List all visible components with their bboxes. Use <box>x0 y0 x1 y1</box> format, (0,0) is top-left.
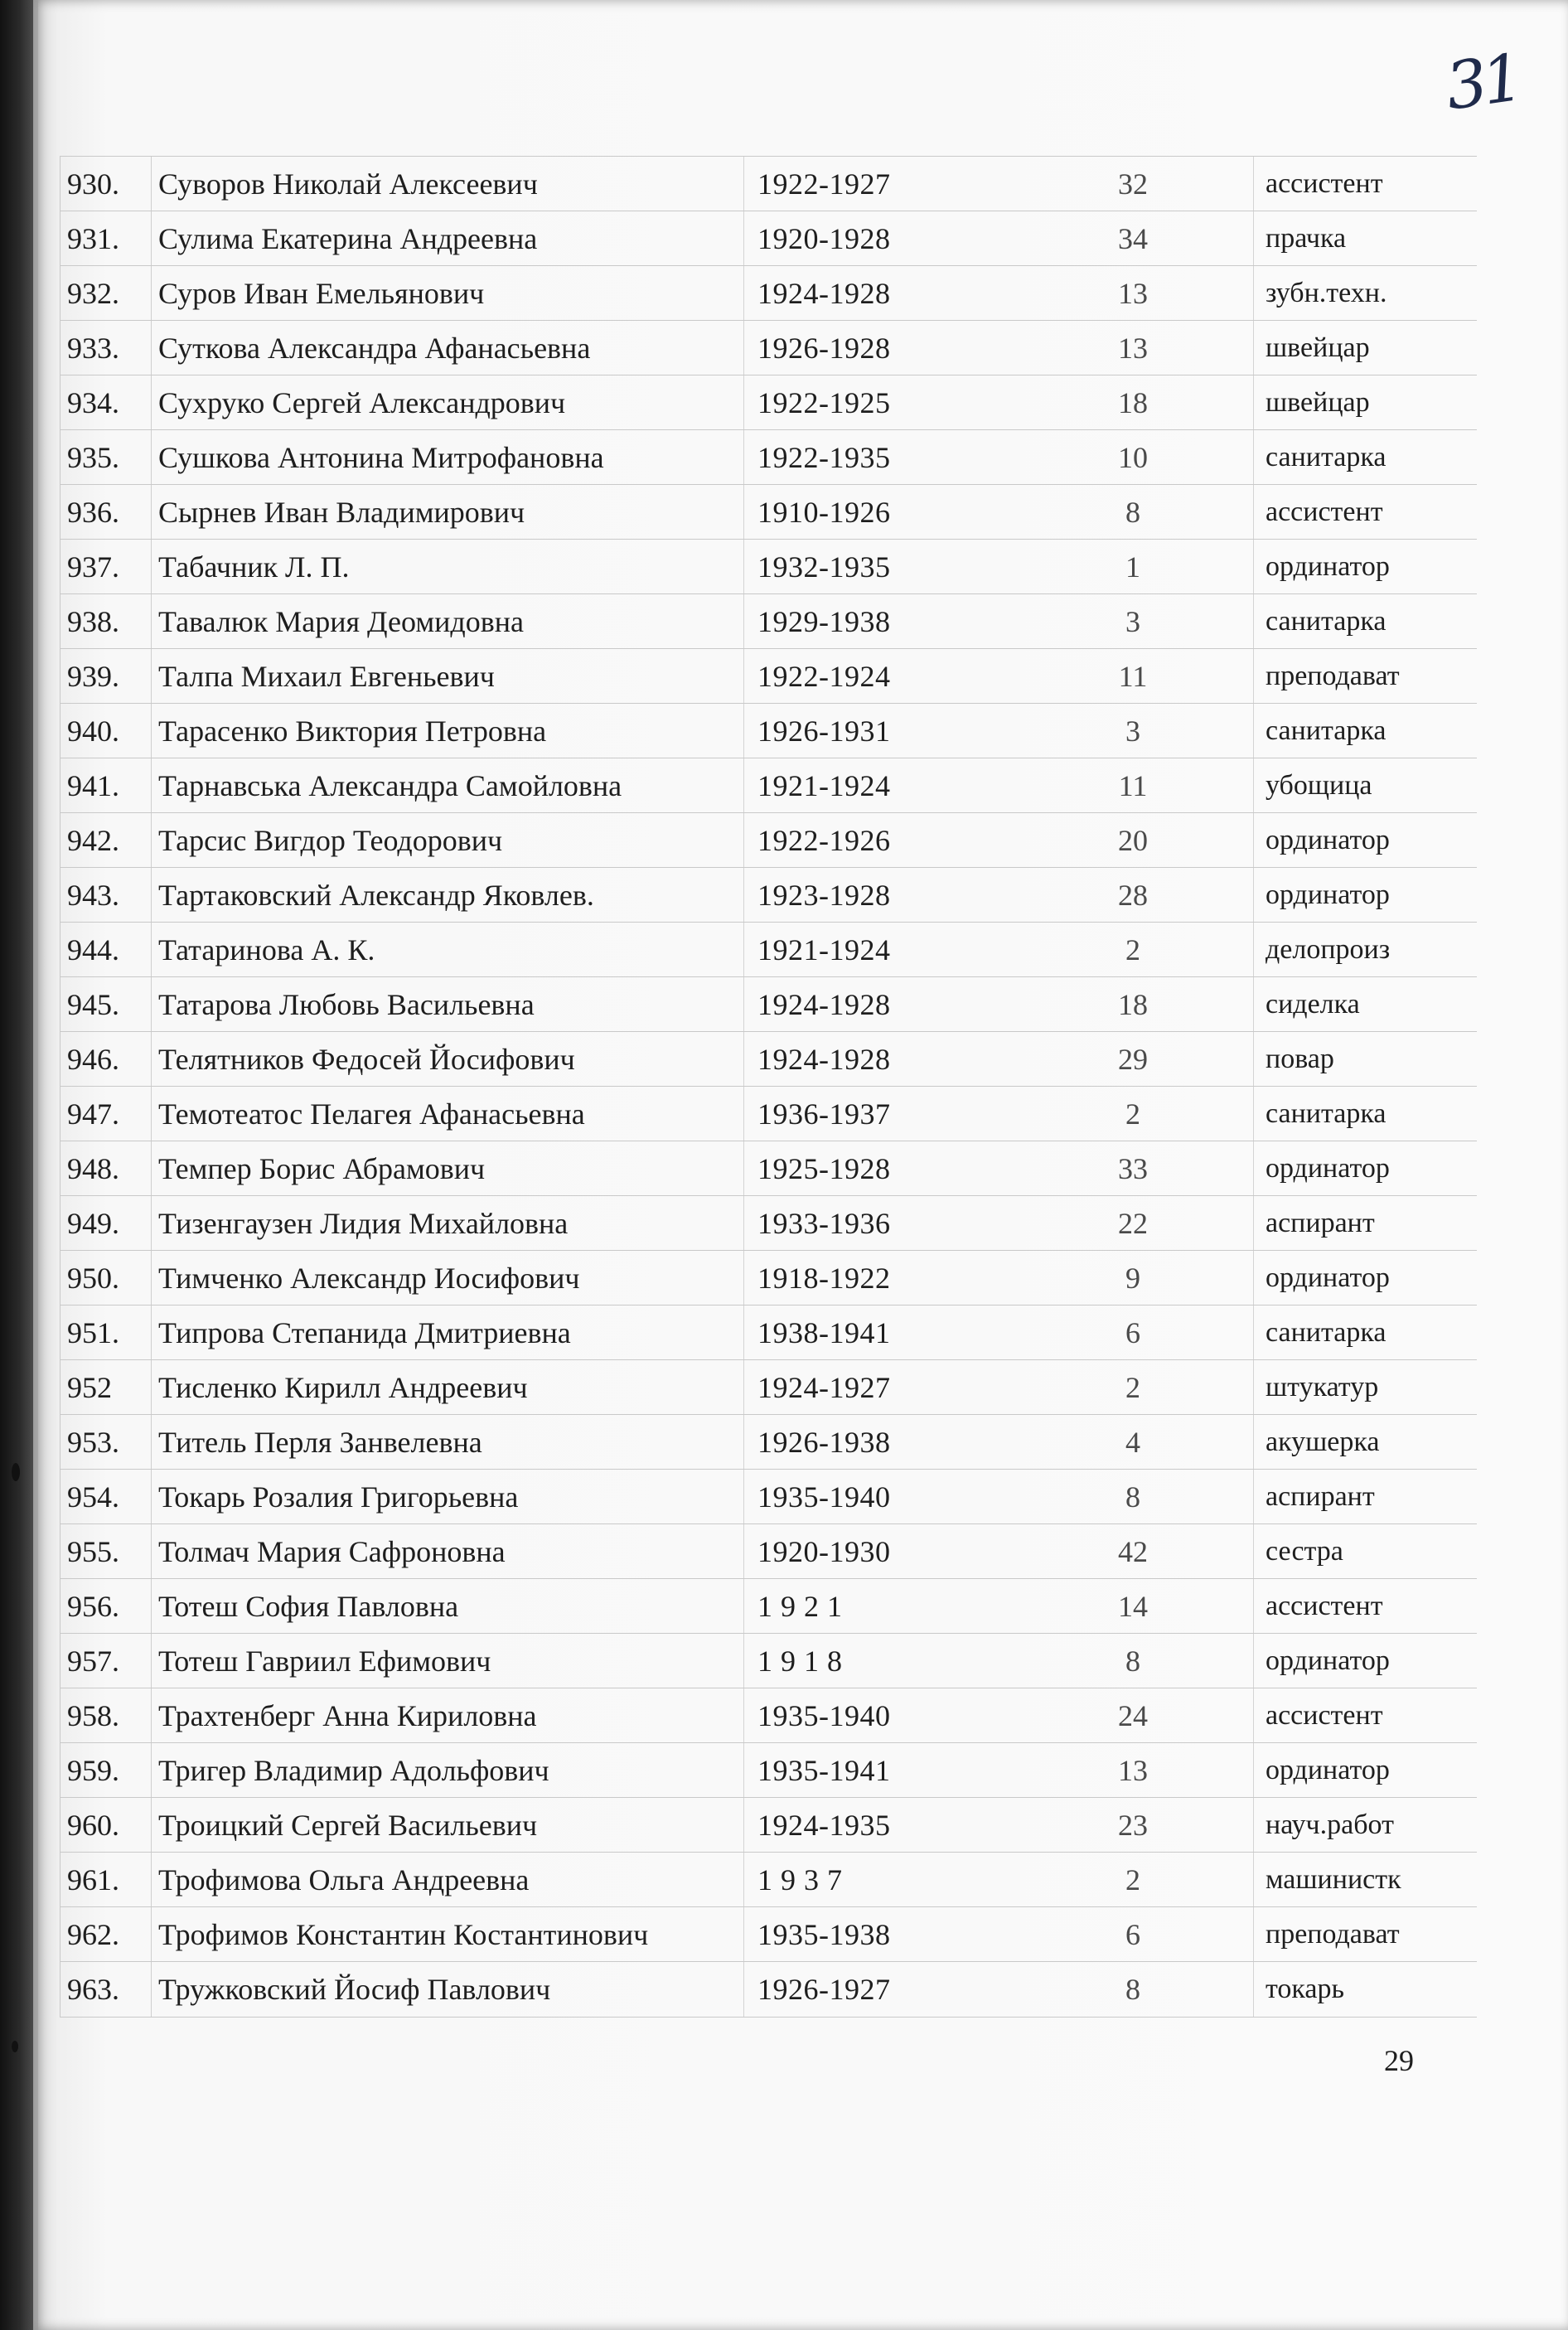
job-position: токарь <box>1253 1962 1477 2017</box>
job-position: ординатор <box>1253 1251 1477 1305</box>
table-row <box>60 867 1477 923</box>
person-name: Татаринова А. К. <box>151 923 797 977</box>
person-name: Темотеатос Пелагея Афанасьевна <box>151 1087 797 1141</box>
table-row <box>60 1633 1477 1688</box>
job-position: ординатор <box>1253 540 1477 594</box>
row-number: 955. <box>60 1524 143 1579</box>
job-position: ординатор <box>1253 813 1477 868</box>
job-position: штукатур <box>1253 1360 1477 1415</box>
table-row <box>60 1797 1477 1853</box>
row-number: 940. <box>60 704 143 758</box>
years-of-service: 1926-1931 <box>743 704 1017 758</box>
job-position: сиделка <box>1253 977 1477 1032</box>
years-of-service: 1926-1927 <box>743 1962 1017 2017</box>
row-number: 946. <box>60 1032 143 1087</box>
years-of-service: 1924-1928 <box>743 1032 1017 1087</box>
job-position: ординатор <box>1253 1743 1477 1798</box>
person-name: Толмач Мария Сафроновна <box>151 1524 797 1579</box>
count-value: 2 <box>1125 1097 1140 1131</box>
person-name: Суворов Николай Алексеевич <box>151 157 797 211</box>
years-of-service: 1935-1941 <box>743 1743 1017 1798</box>
count-value: 2 <box>1125 933 1140 966</box>
person-name: Суров Иван Емельянович <box>151 266 797 321</box>
job-position: ординатор <box>1253 868 1477 923</box>
person-name: Темпер Борис Абрамович <box>151 1141 797 1196</box>
job-position: делопроиз <box>1253 923 1477 977</box>
row-number: 948. <box>60 1141 143 1196</box>
person-name: Трахтенберг Анна Кириловна <box>151 1688 797 1743</box>
row-number: 960. <box>60 1798 143 1853</box>
years-of-service: 1924-1935 <box>743 1798 1017 1853</box>
table-row <box>60 1852 1477 1907</box>
person-name: Трофимов Константин Костантинович <box>151 1907 797 1962</box>
years-of-service: 1921-1924 <box>743 758 1017 813</box>
person-name: Тизенгаузен Лидия Михайловна <box>151 1196 797 1251</box>
table-row <box>60 648 1477 704</box>
count-value: 1 <box>1125 550 1140 584</box>
table-row <box>60 812 1477 868</box>
job-position: преподават <box>1253 1907 1477 1962</box>
person-name: Троицкий Сергей Васильевич <box>151 1798 797 1853</box>
count-value: 10 <box>1118 441 1148 474</box>
count-value: 2 <box>1125 1371 1140 1404</box>
book-binding <box>0 0 33 2330</box>
person-name: Тарсис Вигдор Теодорович <box>151 813 797 868</box>
row-number: 937. <box>60 540 143 594</box>
count-value: 24 <box>1118 1699 1148 1732</box>
count-value: 8 <box>1125 1480 1140 1514</box>
years-of-service: 1922-1924 <box>743 649 1017 704</box>
count-value: 20 <box>1118 824 1148 857</box>
job-position: зубн.техн. <box>1253 266 1477 321</box>
job-position: ассистент <box>1253 1579 1477 1634</box>
person-name: Талпа Михаил Евгеньевич <box>151 649 797 704</box>
count-value: 11 <box>1118 769 1148 802</box>
person-name: Сухруко Сергей Александрович <box>151 375 797 430</box>
job-position: санитарка <box>1253 594 1477 649</box>
row-number: 933. <box>60 321 143 375</box>
years-of-service: 1 9 2 1 <box>743 1579 1017 1634</box>
ink-speck <box>12 2041 18 2052</box>
table-row <box>60 593 1477 649</box>
count-value: 8 <box>1125 1645 1140 1678</box>
person-name: Тотеш Гавриил Ефимович <box>151 1634 797 1688</box>
row-number: 951. <box>60 1305 143 1360</box>
person-name: Тарасенко Виктория Петровна <box>151 704 797 758</box>
person-name: Тартаковский Александр Яковлев. <box>151 868 797 923</box>
row-number: 952 <box>60 1360 143 1415</box>
row-number: 932. <box>60 266 143 321</box>
table-row <box>60 211 1477 266</box>
job-position: санитарка <box>1253 430 1477 485</box>
table-row <box>60 1523 1477 1579</box>
table-row <box>60 922 1477 977</box>
person-name: Типрова Степанида Дмитриевна <box>151 1305 797 1360</box>
count-value: 34 <box>1118 222 1148 255</box>
table-row <box>60 1305 1477 1360</box>
table-row <box>60 1688 1477 1743</box>
years-of-service: 1922-1935 <box>743 430 1017 485</box>
person-name: Тотеш София Павловна <box>151 1579 797 1634</box>
row-number: 945. <box>60 977 143 1032</box>
years-of-service: 1926-1928 <box>743 321 1017 375</box>
page-number: 29 <box>1384 2044 1414 2077</box>
job-position: преподават <box>1253 649 1477 704</box>
table-row <box>60 1250 1477 1305</box>
count-value: 6 <box>1125 1918 1140 1951</box>
row-number: 947. <box>60 1087 143 1141</box>
years-of-service: 1920-1930 <box>743 1524 1017 1579</box>
row-number: 943. <box>60 868 143 923</box>
table-row <box>60 1961 1477 2018</box>
table-row <box>60 976 1477 1032</box>
job-position: швейцар <box>1253 375 1477 430</box>
count-value: 13 <box>1118 332 1148 365</box>
job-position: убощица <box>1253 758 1477 813</box>
years-of-service: 1922-1927 <box>743 157 1017 211</box>
person-name: Тружковский Йосиф Павлович <box>151 1962 797 2017</box>
job-position: швейцар <box>1253 321 1477 375</box>
row-number: 939. <box>60 649 143 704</box>
count-value: 11 <box>1118 660 1148 693</box>
count-value: 28 <box>1118 879 1148 912</box>
count-value: 18 <box>1118 988 1148 1021</box>
table-row <box>60 1195 1477 1251</box>
count-value: 42 <box>1118 1535 1148 1568</box>
job-position: акушерка <box>1253 1415 1477 1470</box>
years-of-service: 1924-1928 <box>743 977 1017 1032</box>
row-number: 936. <box>60 485 143 540</box>
table-row <box>60 1469 1477 1524</box>
person-name: Титель Перля Занвелевна <box>151 1415 797 1470</box>
count-value: 4 <box>1125 1426 1140 1459</box>
years-of-service: 1936-1937 <box>743 1087 1017 1141</box>
row-number: 954. <box>60 1470 143 1524</box>
person-name: Суткова Александра Афанасьевна <box>151 321 797 375</box>
years-of-service: 1922-1925 <box>743 375 1017 430</box>
count-value: 13 <box>1118 277 1148 310</box>
count-value: 3 <box>1125 605 1140 638</box>
row-number: 930. <box>60 157 143 211</box>
table-row <box>60 1086 1477 1141</box>
years-of-service: 1932-1935 <box>743 540 1017 594</box>
years-of-service: 1910-1926 <box>743 485 1017 540</box>
years-of-service: 1933-1936 <box>743 1196 1017 1251</box>
person-name: Тарнавська Александра Самойловна <box>151 758 797 813</box>
row-number: 938. <box>60 594 143 649</box>
person-name: Тавалюк Мария Деомидовна <box>151 594 797 649</box>
count-value: 8 <box>1125 1973 1140 2006</box>
years-of-service: 1935-1940 <box>743 1470 1017 1524</box>
job-position: ординатор <box>1253 1141 1477 1196</box>
count-value: 13 <box>1118 1754 1148 1787</box>
handwritten-folio-number: 31 <box>1441 41 1524 125</box>
years-of-service: 1924-1928 <box>743 266 1017 321</box>
row-number: 956. <box>60 1579 143 1634</box>
count-value: 14 <box>1118 1590 1148 1623</box>
row-number: 963. <box>60 1962 143 2017</box>
years-of-service: 1921-1924 <box>743 923 1017 977</box>
count-value: 9 <box>1125 1262 1140 1295</box>
years-of-service: 1 9 3 7 <box>743 1853 1017 1907</box>
row-number: 942. <box>60 813 143 868</box>
job-position: науч.работ <box>1253 1798 1477 1853</box>
job-position: ассистент <box>1253 485 1477 540</box>
job-position: повар <box>1253 1032 1477 1087</box>
years-of-service: 1924-1927 <box>743 1360 1017 1415</box>
table-row <box>60 429 1477 485</box>
job-position: ассистент <box>1253 157 1477 211</box>
job-position: прачка <box>1253 211 1477 266</box>
person-name: Табачник Л. П. <box>151 540 797 594</box>
table-row <box>60 703 1477 758</box>
job-position: ассистент <box>1253 1688 1477 1743</box>
row-number: 959. <box>60 1743 143 1798</box>
table-row <box>60 1578 1477 1634</box>
table-row <box>60 1031 1477 1087</box>
table-row <box>60 156 1477 211</box>
person-name: Тригер Владимир Адольфович <box>151 1743 797 1798</box>
job-position: сестра <box>1253 1524 1477 1579</box>
page-edge-shadow <box>33 0 38 2330</box>
years-of-service: 1926-1938 <box>743 1415 1017 1470</box>
years-of-service: 1935-1938 <box>743 1907 1017 1962</box>
person-name: Сулима Екатерина Андреевна <box>151 211 797 266</box>
count-value: 8 <box>1125 496 1140 529</box>
row-number: 953. <box>60 1415 143 1470</box>
job-position: санитарка <box>1253 704 1477 758</box>
person-name: Токарь Розалия Григорьевна <box>151 1470 797 1524</box>
row-number: 931. <box>60 211 143 266</box>
ink-speck <box>12 1463 20 1481</box>
years-of-service: 1935-1940 <box>743 1688 1017 1743</box>
table-row <box>60 265 1477 321</box>
years-of-service: 1925-1928 <box>743 1141 1017 1196</box>
table-row <box>60 1742 1477 1798</box>
person-name: Тисленко Кирилл Андреевич <box>151 1360 797 1415</box>
row-number: 949. <box>60 1196 143 1251</box>
job-position: машинистк <box>1253 1853 1477 1907</box>
count-value: 18 <box>1118 386 1148 419</box>
table-row <box>60 1141 1477 1196</box>
table-row <box>60 1414 1477 1470</box>
row-number: 958. <box>60 1688 143 1743</box>
row-number: 941. <box>60 758 143 813</box>
person-name: Трофимова Ольга Андреевна <box>151 1853 797 1907</box>
person-name: Тимченко Александр Иосифович <box>151 1251 797 1305</box>
years-of-service: 1922-1926 <box>743 813 1017 868</box>
years-of-service: 1918-1922 <box>743 1251 1017 1305</box>
row-number: 962. <box>60 1907 143 1962</box>
table-row <box>60 375 1477 430</box>
count-value: 32 <box>1118 167 1148 201</box>
count-value: 22 <box>1118 1207 1148 1240</box>
person-name: Татарова Любовь Васильевна <box>151 977 797 1032</box>
row-number: 935. <box>60 430 143 485</box>
job-position: аспирант <box>1253 1470 1477 1524</box>
years-of-service: 1929-1938 <box>743 594 1017 649</box>
count-value: 3 <box>1125 715 1140 748</box>
count-value: 33 <box>1118 1152 1148 1185</box>
job-position: ординатор <box>1253 1634 1477 1688</box>
row-number: 934. <box>60 375 143 430</box>
years-of-service: 1923-1928 <box>743 868 1017 923</box>
table-row <box>60 1906 1477 1962</box>
count-value: 23 <box>1118 1809 1148 1842</box>
job-position: санитарка <box>1253 1305 1477 1360</box>
person-name: Сырнев Иван Владимирович <box>151 485 797 540</box>
row-number: 950. <box>60 1251 143 1305</box>
years-of-service: 1 9 1 8 <box>743 1634 1017 1688</box>
years-of-service: 1920-1928 <box>743 211 1017 266</box>
row-number: 957. <box>60 1634 143 1688</box>
row-number: 961. <box>60 1853 143 1907</box>
row-number: 944. <box>60 923 143 977</box>
personnel-table <box>60 156 1477 2029</box>
job-position: аспирант <box>1253 1196 1477 1251</box>
person-name: Телятников Федосей Йосифович <box>151 1032 797 1087</box>
table-row <box>60 484 1477 540</box>
job-position: санитарка <box>1253 1087 1477 1141</box>
count-value: 29 <box>1118 1043 1148 1076</box>
count-value: 6 <box>1125 1316 1140 1349</box>
person-name: Сушкова Антонина Митрофановна <box>151 430 797 485</box>
table-row <box>60 539 1477 594</box>
count-value: 2 <box>1125 1863 1140 1896</box>
years-of-service: 1938-1941 <box>743 1305 1017 1360</box>
table-row <box>60 1359 1477 1415</box>
table-row <box>60 320 1477 375</box>
table-row <box>60 758 1477 813</box>
